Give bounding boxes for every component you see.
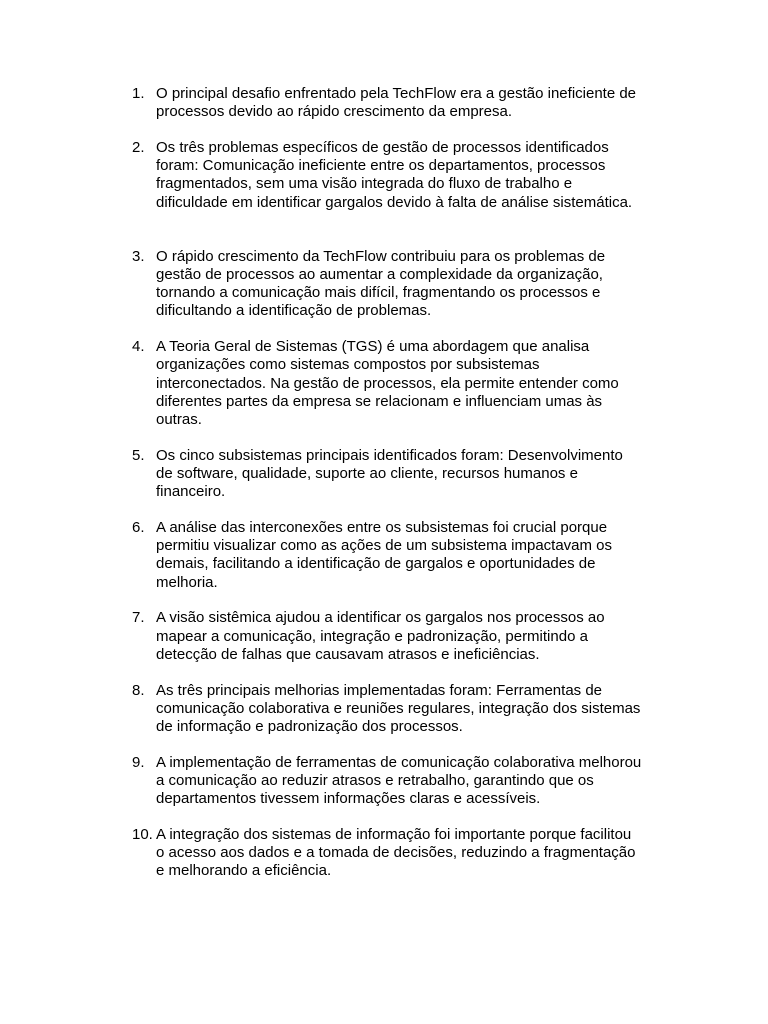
item-number: 2. xyxy=(132,139,145,156)
list-item xyxy=(132,754,662,809)
item-text: A implementação de ferramentas de comunicação colaborativa melhorou a comunicação ao reduzir atrasos e retrabalho, garantindo que os departamentos tivessem informações claras e acessíveis. xyxy=(156,753,642,808)
item-number: 5. xyxy=(132,446,145,464)
item-number: 1. xyxy=(132,85,145,102)
item-number: 3. xyxy=(132,247,145,265)
item-text: A análise das interconexões entre os subsistemas foi crucial porque permitiu visualizar como as ações de um subsistema impactavam os demais, facilitando a identificação de gargalos e oportunidades de melhoria. xyxy=(156,519,613,591)
item-text: A Teoria Geral de Sistemas (TGS) é uma abordagem que analisa organizações como sistemas compostos por subsistemas interconectados. Na gestão de processos, ela permite entender como diferentes partes da empresa se relacionam e influenciam umas às outras. xyxy=(156,338,619,429)
item-text: O rápido crescimento da TechFlow contribuiu para os problemas de gestão de processos ao aumentar a complexidade da organização, tornando a comunicação mais difícil, fragmentando os processos e dificultando a identificação de problemas. xyxy=(156,247,606,320)
item-text: A integração dos sistemas de informação foi importante porque facilitou o acesso aos dados e a tomada de decisões, reduzindo a fragmentação e melhorando a eficiência. xyxy=(156,826,636,880)
list-item xyxy=(132,248,662,321)
list-item xyxy=(132,609,662,664)
list-item xyxy=(132,85,662,121)
list-item xyxy=(132,447,662,502)
item-number: 4. xyxy=(132,338,145,356)
item-number: 8. xyxy=(132,681,145,699)
item-text: Os três problemas específicos de gestão de processos identificados foram: Comunicação ineficiente entre os departamentos, processos fragmentados, sem uma visão integrada do fluxo de trabalho e dificuldade em identificar gargalos devido à falta de análise sistemática. xyxy=(156,139,633,211)
item-text: O principal desafio enfrentado pela TechFlow era a gestão ineficiente de processos devido ao rápido crescimento da empresa. xyxy=(156,85,637,121)
item-text: A visão sistêmica ajudou a identificar os gargalos nos processos ao mapear a comunicação, integração e padronização, permitindo a detecção de falhas que causavam atrasos e ineficiências. xyxy=(156,609,605,663)
list-item xyxy=(132,826,662,881)
item-number: 7. xyxy=(132,609,145,627)
item-text: As três principais melhorias implementadas foram: Ferramentas de comunicação colaborativa e reuniões regulares, integração dos sistemas de informação e padronização dos processos. xyxy=(156,681,641,736)
numbered-answer-list xyxy=(132,85,662,898)
item-number: 10. xyxy=(132,826,153,844)
item-number: 9. xyxy=(132,753,145,771)
list-item xyxy=(132,139,662,212)
item-number: 6. xyxy=(132,519,145,537)
list-item xyxy=(132,338,662,429)
item-text: Os cinco subsistemas principais identificados foram: Desenvolvimento de software, qualidade, suporte ao cliente, recursos humanos e financeiro. xyxy=(156,446,623,501)
list-item xyxy=(132,519,662,592)
list-item xyxy=(132,682,662,737)
